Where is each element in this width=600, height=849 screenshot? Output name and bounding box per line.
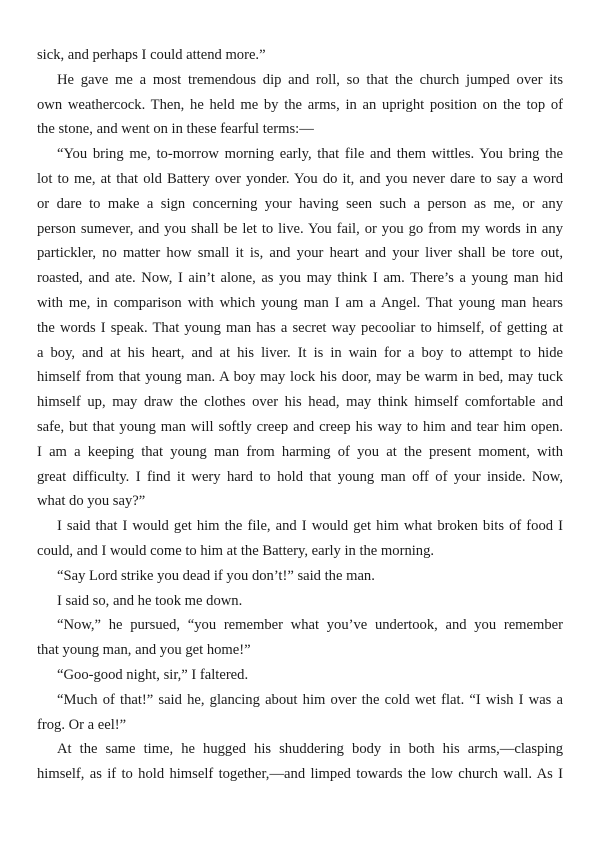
document-page [37,43,563,787]
text-line: “Now,” he pursued, “you remember what you’ve undertook, and you remember [57,617,563,634]
text-line: “Goo-good night, sir,” I faltered. [57,666,249,683]
text-line: the words I speak. That young man has a secret way pecooliar to himself, of getting at [37,319,563,336]
paragraph [37,142,563,514]
text-line: the stone, and went on in these fearful terms:— [37,121,314,138]
text-line: or dare to make a sign concerning your having seen such a person as me, or any [37,195,563,212]
text-line: that young man, and you get home!” [37,642,251,659]
text-line: “Say Lord strike you dead if you don’t!” said the man. [57,567,375,584]
paragraph [37,564,563,589]
text-line: I said that I would get him the file, and I would get him what broken bits of food I [57,518,563,535]
text-line: safe, but that young man will softly creep and creep his way to him and tear him open. [37,418,563,435]
paragraph [37,589,563,614]
paragraph [37,514,563,564]
text-line: I am a keeping that young man from harming of you at the present moment, with [37,443,563,460]
paragraph [37,688,563,738]
text-line: himself from that young man. A boy may lock his door, may be warm in bed, may tuck [37,369,563,386]
text-line: person sumever, and you shall be let to live. You fail, or you go from my words in any [37,220,563,237]
text-line: I said so, and he took me down. [57,592,243,609]
text-line: could, and I would come to him at the Battery, early in the morning. [37,542,435,559]
text-line: frog. Or a eel!” [37,716,127,733]
text-line: own weathercock. Then, he held me by the arms, in an upright position on the top of [37,96,563,113]
paragraph [37,737,563,787]
text-line: himself up, may draw the clothes over his head, may think himself comfortable and [37,394,563,411]
text-line: himself, as if to hold himself together,—and limped towards the low church wall. As I [37,766,563,783]
text-line: what do you say?” [37,493,146,510]
text-line: great difficulty. I find it wery hard to hold that young man off of your inside. Now, [37,468,563,485]
paragraph [37,663,563,688]
text-line: He gave me a most tremendous dip and roll, so that the church jumped over its [57,71,563,88]
text-line: lot to me, at that old Battery over yonder. You do it, and you never dare to say a word [37,170,563,187]
paragraph [37,43,563,68]
text-line: partickler, no matter how small it is, and your heart and your liver shall be tore out, [37,245,563,262]
paragraph [37,68,563,142]
text-line: a boy, and at his heart, and at his liver. It is in wain for a boy to attempt to hide [37,344,563,361]
text-line: At the same time, he hugged his shuddering body in both his arms,—clasping [57,741,563,758]
text-line: with me, in comparison with which young man I am a Angel. That young man hears [37,294,563,311]
text-line: roasted, and ate. Now, I ain’t alone, as you may think I am. There’s a young man hid [37,270,563,287]
text-line: “You bring me, to-morrow morning early, that file and them wittles. You bring the [57,146,563,163]
paragraph [37,613,563,663]
text-line: sick, and perhaps I could attend more.” [37,47,266,63]
text-line: “Much of that!” said he, glancing about him over the cold wet flat. “I wish I was a [57,691,563,708]
